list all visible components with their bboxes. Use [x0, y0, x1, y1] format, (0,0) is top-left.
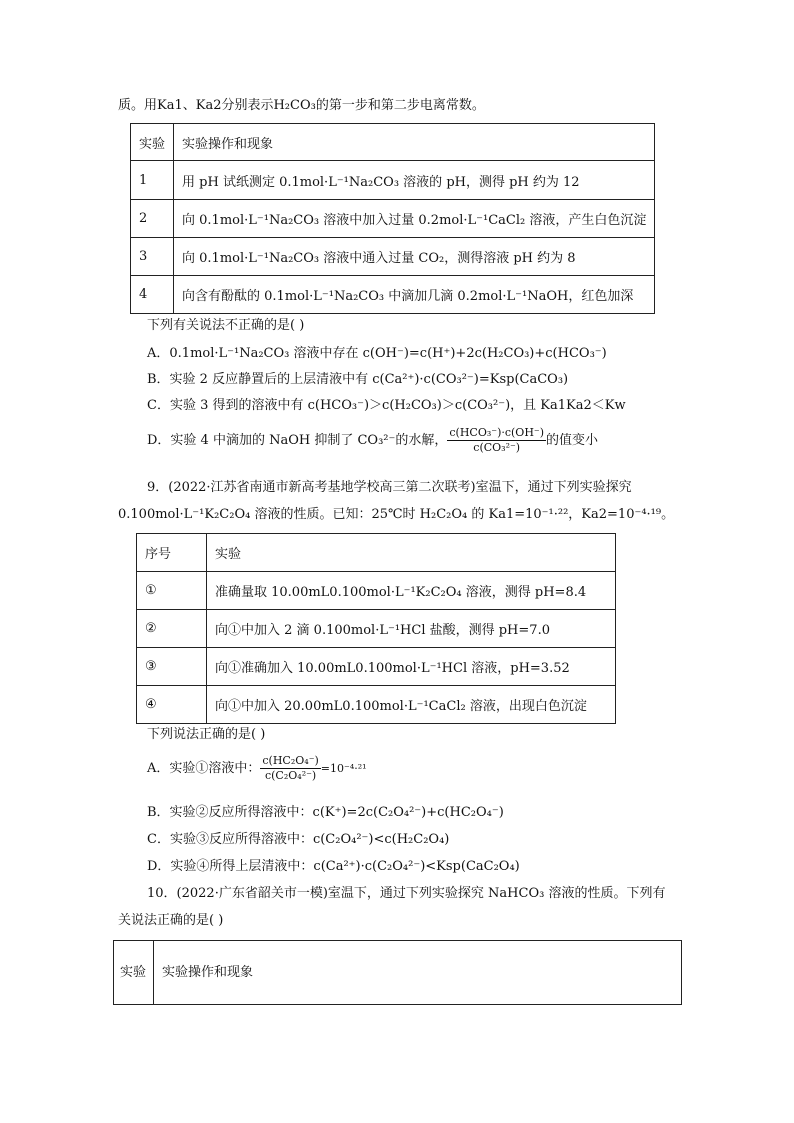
table-cell: 用 pH 试纸测定 0.1mol·L⁻¹Na₂CO₃ 溶液的 pH，测得 pH 约为 12 [174, 161, 655, 200]
table-cell: 向①中加入 20.00mL0.100mol·L⁻¹CaCl₂ 溶液，出现白色沉淀 [207, 686, 616, 724]
table-row [137, 686, 616, 724]
q10-line1: 10．(2022·广东省韶关市一模)室温下，通过下列实验探究 NaHCO₃ 溶液的性质。下列有 [147, 886, 666, 901]
table-cell: 向 0.1mol·L⁻¹Na₂CO₃ 溶液中通入过量 CO₂，测得溶液 pH 约为 8 [174, 238, 655, 276]
fraction-denominator: c(CO₃²⁻) [473, 441, 521, 454]
q9-option-a-text: A．实验①溶液中： [147, 760, 261, 776]
q8-option-d-fraction [447, 426, 546, 455]
table-nahco3-experiments [113, 940, 682, 1005]
table-cell: ④ [137, 686, 207, 724]
table-row [131, 161, 655, 200]
table-row [137, 610, 616, 648]
table-na2co3-experiments [130, 123, 655, 314]
header-cell: 实验操作和现象 [154, 941, 682, 1005]
intro-line: 质。用Ka1、Ka2分别表示H₂CO₃的第一步和第二步电离常数。 [118, 98, 485, 113]
table-row [131, 200, 655, 238]
table-header-row [137, 534, 616, 572]
header-cell: 实验 [114, 941, 154, 1005]
table-cell: 3 [131, 238, 174, 276]
q9-option-d: D．实验④所得上层清液中：c(Ca²⁺)·c(C₂O₄²⁻)<Ksp(CaC₂O₄) [147, 859, 520, 874]
q9-line2: 0.100mol·L⁻¹K₂C₂O₄ 溶液的性质。已知：25℃时 H₂C₂O₄ 的 Ka1=10⁻¹·²²，Ka2=10⁻⁴·¹⁹。 [118, 507, 675, 522]
header-cell: 实验 [207, 534, 616, 572]
table-cell: ① [137, 572, 207, 610]
q9-option-b: B．实验②反应所得溶液中：c(K⁺)=2c(C₂O₄²⁻)+c(HC₂O₄⁻) [147, 805, 504, 820]
table-cell: ② [137, 610, 207, 648]
q8-stem: 下列有关说法不正确的是( ) [147, 318, 305, 333]
table-cell: 准确量取 10.00mL0.100mol·L⁻¹K₂C₂O₄ 溶液，测得 pH=8.4 [207, 572, 616, 610]
q8-option-d-tail: 的值变小 [546, 432, 599, 448]
q8-option-c: C．实验 3 得到的溶液中有 c(HCO₃⁻)＞c(H₂CO₃)＞c(CO₃²⁻)，且 Ka1Ka2＜Kw [147, 398, 626, 413]
table-header-row [114, 941, 682, 1005]
q8-option-a: A．0.1mol·L⁻¹Na₂CO₃ 溶液中存在 c(OH⁻)=c(H⁺)+2c(H₂CO₃)+c(HCO₃⁻) [147, 346, 607, 361]
fraction-denominator: c(C₂O₄²⁻) [264, 769, 317, 782]
header-cell: 实验 [131, 124, 174, 161]
q9-option-a-tail: =10⁻⁴·²¹ [320, 761, 367, 775]
table-cell: 向 0.1mol·L⁻¹Na₂CO₃ 溶液中加入过量 0.2mol·L⁻¹CaCl₂ 溶液，产生白色沉淀 [174, 200, 655, 238]
table-row [137, 648, 616, 686]
q9-option-c: C．实验③反应所得溶液中：c(C₂O₄²⁻)<c(H₂C₂O₄) [147, 832, 450, 847]
table-header-row [131, 124, 655, 161]
table-cell: 向含有酚酞的 0.1mol·L⁻¹Na₂CO₃ 中滴加几滴 0.2mol·L⁻¹NaOH，红色加深 [174, 276, 655, 314]
q9-stem: 下列说法正确的是( ) [147, 727, 266, 742]
table-row [137, 572, 616, 610]
q8-option-b: B．实验 2 反应静置后的上层清液中有 c(Ca²⁺)·c(CO₃²⁻)=Ksp(CaCO₃) [147, 372, 569, 387]
table-cell: ③ [137, 648, 207, 686]
table-cell: 4 [131, 276, 174, 314]
fraction-numerator: c(HC₂O₄⁻) [262, 754, 319, 767]
header-cell: 实验操作和现象 [174, 124, 655, 161]
header-cell: 序号 [137, 534, 207, 572]
q8-option-d [147, 426, 598, 455]
q9-option-a [147, 754, 367, 783]
table-row [131, 276, 655, 314]
q8-option-d-text: D．实验 4 中滴加的 NaOH 抑制了 CO₃²⁻的水解， [147, 432, 448, 448]
fraction-numerator: c(HCO₃⁻)·c(OH⁻) [449, 426, 545, 439]
q9-line1: 9．(2022·江苏省南通市新高考基地学校高三第二次联考)室温下，通过下列实验探究 [147, 480, 632, 495]
table-cell: 向①中加入 2 滴 0.100mol·L⁻¹HCl 盐酸，测得 pH=7.0 [207, 610, 616, 648]
q10-line2: 关说法正确的是( ) [118, 913, 224, 928]
table-row [131, 238, 655, 276]
table-cell: 1 [131, 161, 174, 200]
table-k2c2o4-experiments [136, 533, 616, 724]
table-cell: 2 [131, 200, 174, 238]
q9-option-a-fraction [260, 754, 320, 783]
table-cell: 向①准确加入 10.00mL0.100mol·L⁻¹HCl 溶液，pH=3.52 [207, 648, 616, 686]
